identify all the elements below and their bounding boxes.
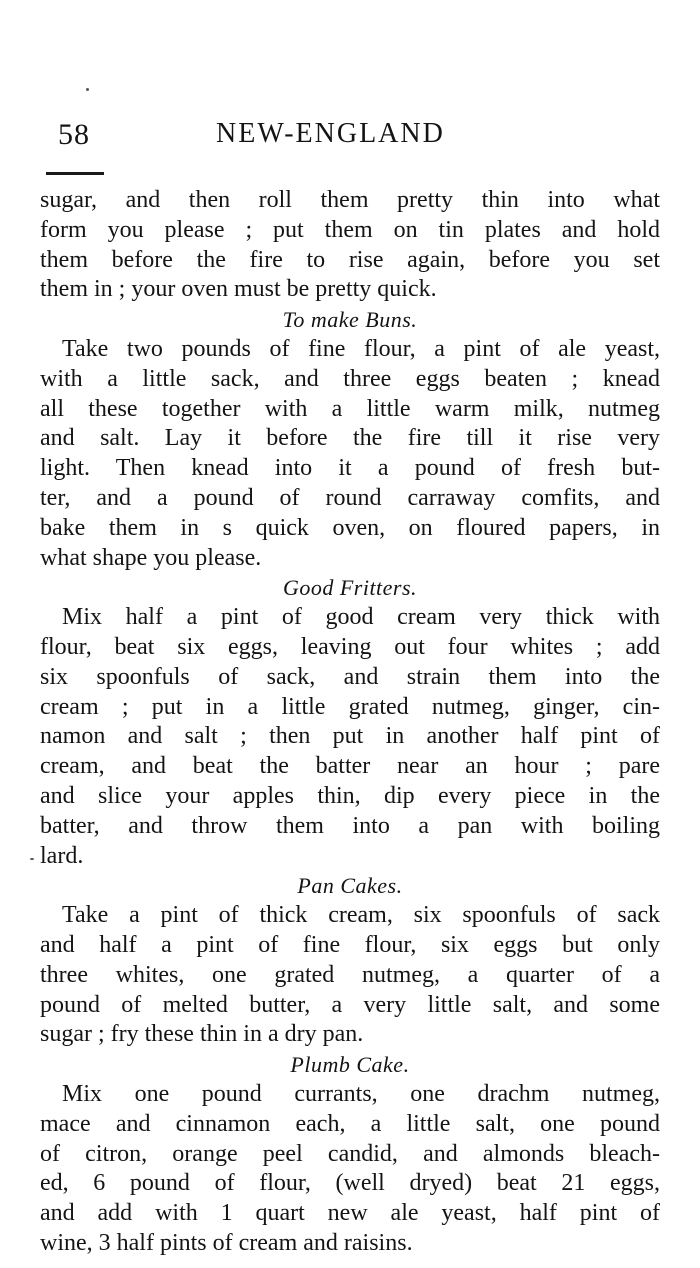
text-line: bake them in s quick oven, on floured papers, in: [40, 514, 660, 541]
text-line: Mix half a pint of good cream very thick with: [62, 604, 660, 631]
text-line: form you please ; put them on tin plates and hold: [40, 216, 660, 243]
text-line: mace and cinnamon each, a little salt, one pound: [40, 1110, 660, 1137]
text-line: lard.: [40, 842, 84, 869]
text-line: cream, and beat the batter near an hour ; pare: [40, 753, 660, 780]
recipe-title-buns: To make Buns.: [282, 307, 418, 333]
text-line: sugar, and then roll them pretty thin into what: [40, 187, 660, 213]
text-line: ter, and a pound of round carraway comfits, and: [40, 484, 660, 511]
text-line: Take a pint of thick cream, six spoonfuls of sack: [62, 902, 660, 929]
text-line: batter, and throw them into a pan with boiling: [40, 812, 660, 839]
text-line: and salt. Lay it before the fire till it rise very: [40, 425, 660, 452]
text-line: them before the fire to rise again, before you set: [40, 246, 660, 273]
paper-speck: [30, 858, 34, 860]
page-number: 58: [58, 118, 90, 151]
text-line: namon and salt ; then put in another half pint of: [40, 723, 660, 750]
text-line: three whites, one grated nutmeg, a quarter of a: [40, 961, 660, 988]
text-line: ed, 6 pound of flour, (well dryed) beat 21 eggs,: [40, 1170, 660, 1197]
text-line: them in ; your oven must be pretty quick.: [40, 276, 437, 303]
text-line: flour, beat six eggs, leaving out four whites ; add: [40, 633, 660, 660]
header-rule: [46, 172, 104, 175]
text-line: light. Then knead into it a pound of fresh but-: [40, 455, 660, 482]
text-line: all these together with a little warm milk, nutmeg: [40, 395, 660, 422]
text-line: Mix one pound currants, one drachm nutmeg,: [62, 1080, 660, 1107]
page-header: [58, 118, 488, 158]
paper-speck: [86, 88, 89, 91]
text-line: six spoonfuls of sack, and strain them into the: [40, 663, 660, 690]
text-line: what shape you please.: [40, 544, 262, 571]
text-line: and half a pint of fine flour, six eggs but only: [40, 931, 660, 958]
text-line: and slice your apples thin, dip every piece in the: [40, 782, 660, 809]
text-line: and add with 1 quart new ale yeast, half pint of: [40, 1200, 660, 1227]
text-line: cream ; put in a little grated nutmeg, ginger, cin-: [40, 693, 660, 720]
text-line: pound of melted butter, a very little salt, and some: [40, 991, 660, 1018]
running-head: NEW-ENGLAND: [216, 118, 445, 149]
text-line: Take two pounds of fine flour, a pint of ale yeast,: [62, 335, 660, 362]
text-line: wine, 3 half pints of cream and raisins.: [40, 1229, 413, 1256]
text-line: sugar ; fry these thin in a dry pan.: [40, 1021, 364, 1048]
recipe-title-pan-cakes: Pan Cakes.: [297, 873, 403, 899]
recipe-title-fritters: Good Fritters.: [282, 575, 418, 601]
recipe-title-plumb-cake: Plumb Cake.: [290, 1052, 410, 1078]
text-line: with a little sack, and three eggs beaten ; knead: [40, 365, 660, 392]
recipe-text: [40, 186, 660, 1259]
text-line: of citron, orange peel candid, and almonds bleach-: [40, 1140, 660, 1167]
